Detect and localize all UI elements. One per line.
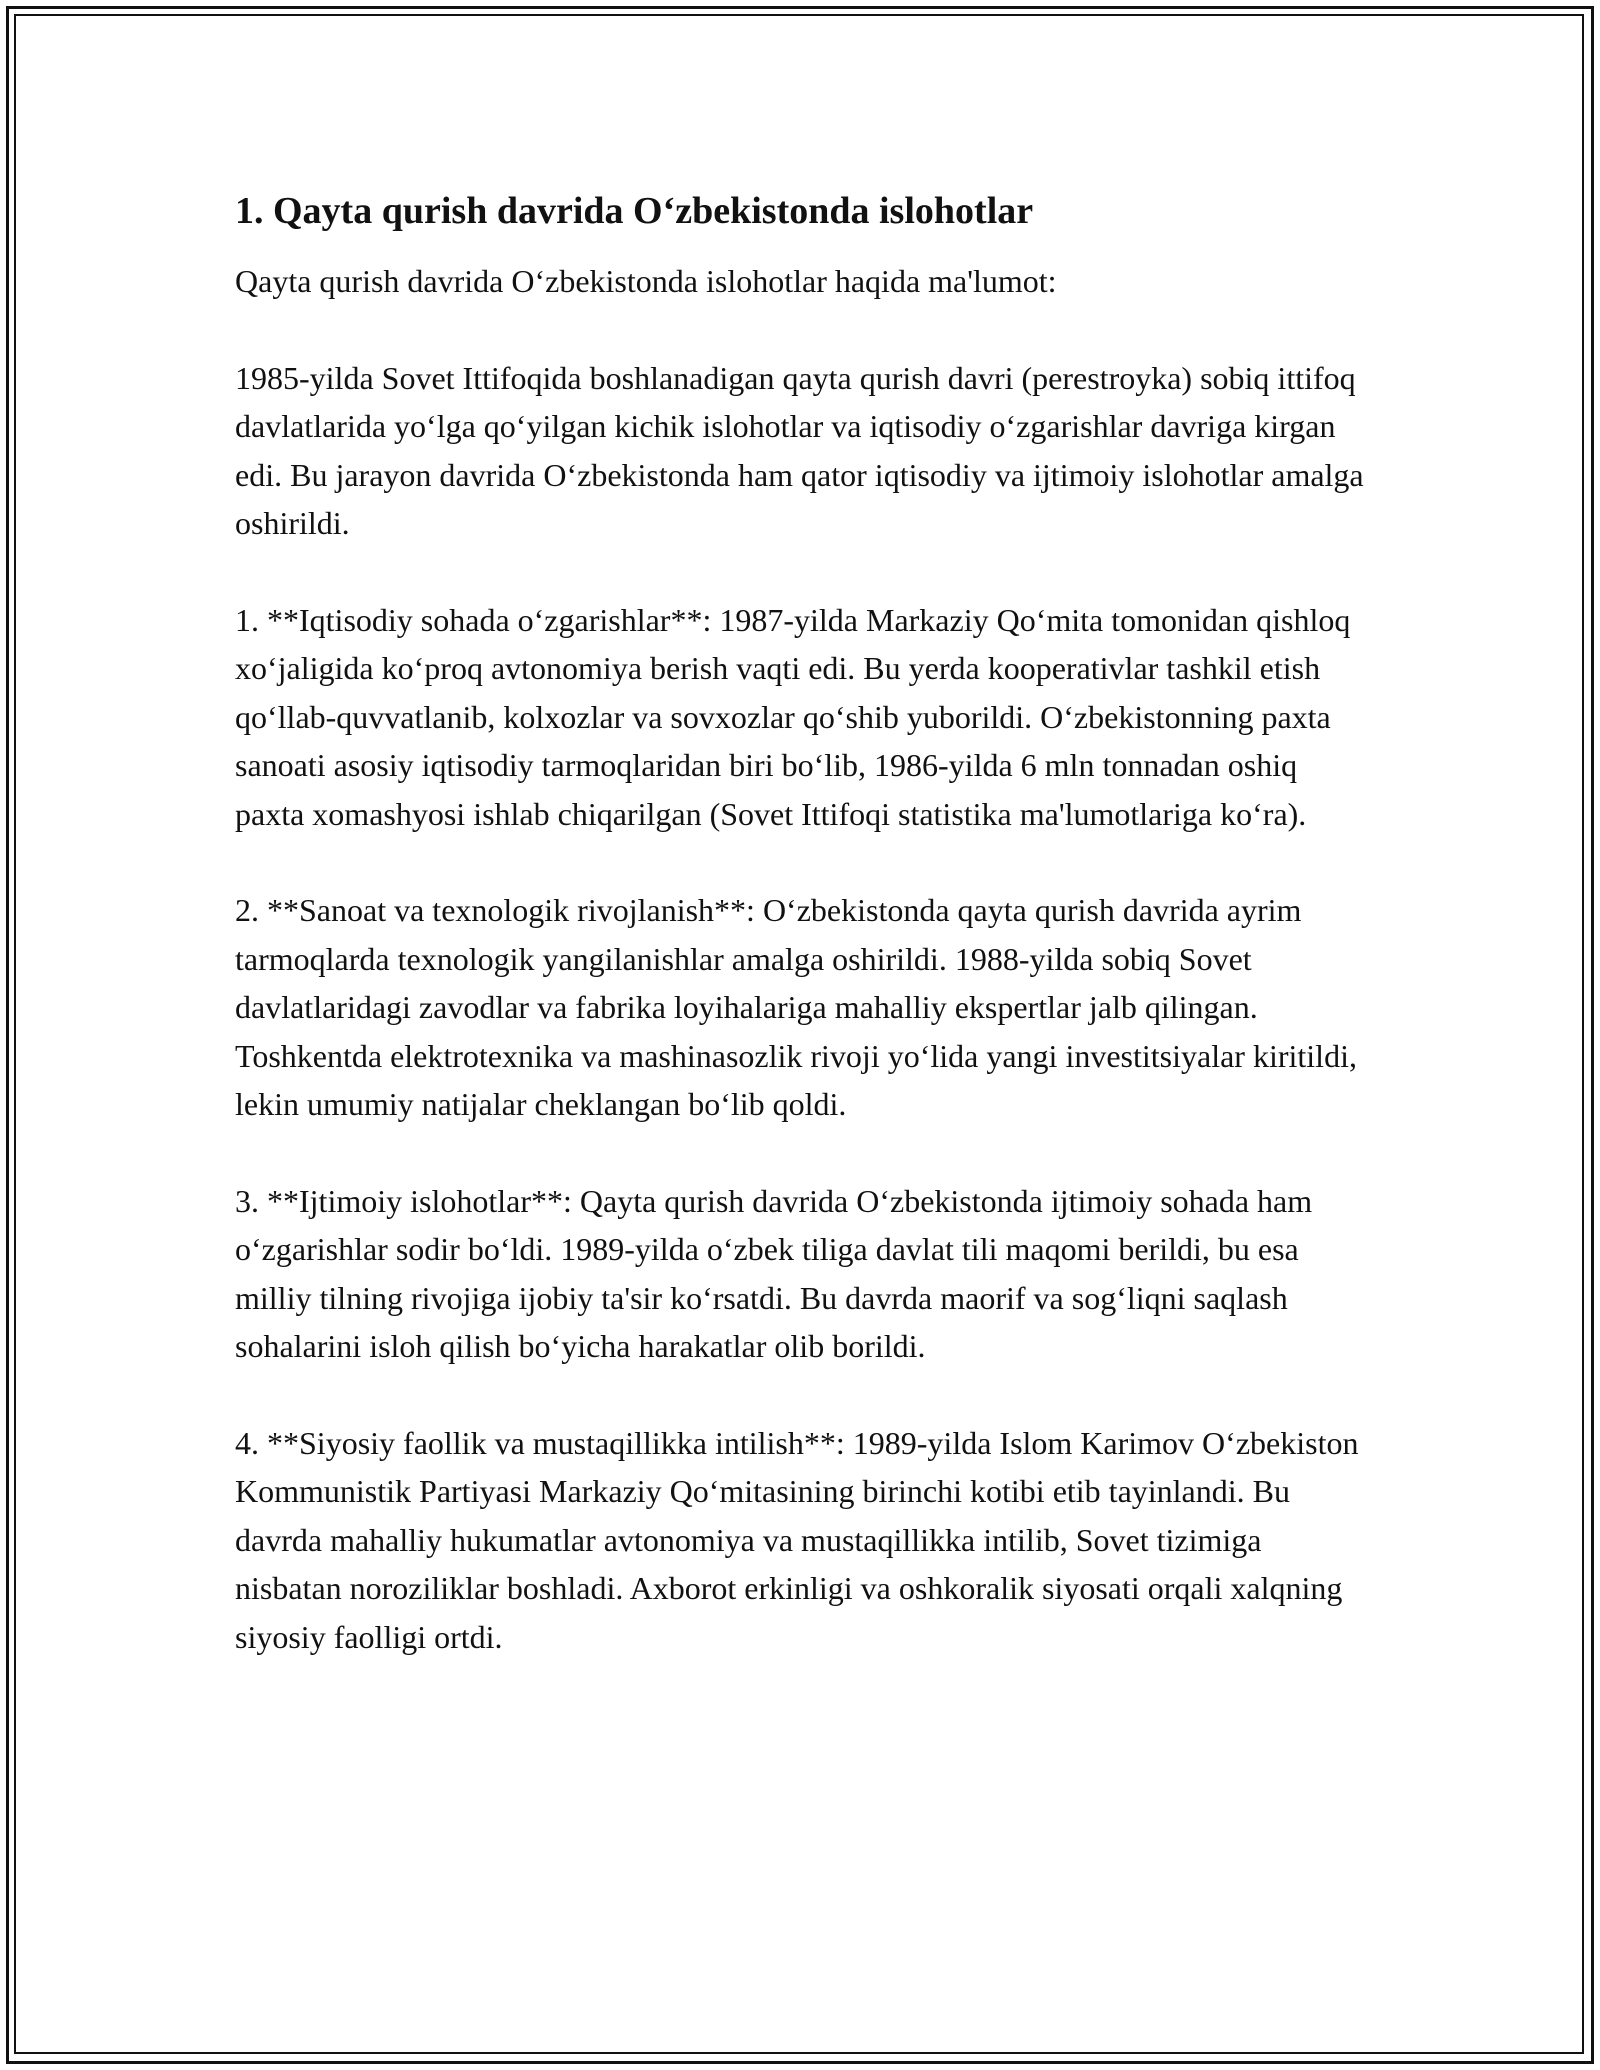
intro-paragraph: Qayta qurish davrida O‘zbekistonda islohotlar haqida ma'lumot: (235, 263, 1057, 299)
document-body (235, 186, 1365, 1661)
paragraph-overview: 1985-yilda Sovet Ittifoqida boshlanadigan qayta qurish davri (perestroyka) sobiq ittifoq davlatlarida yo‘lga qo‘yilgan kichik islohotlar va iqtisodiy o‘zgarishlar davriga kirgan edi. Bu jarayon davrida O‘zbekistonda ham qator iqtisodiy va ijtimoiy islohotlar amalga oshirildi. (235, 359, 1364, 541)
paragraph-economic-changes: 1. **Iqtisodiy sohada o‘zgarishlar**: 1987-yilda Markaziy Qo‘mita tomonidan qishloq xo‘jaligida ko‘proq avtonomiya berish vaqti edi. Bu yerda kooperativlar tashkil etish qo‘llab-quvvatlanib, kolxozlar va sovxozlar qo‘shib yuborildi. O‘zbekistonning paxta sanoati asosiy iqtisodiy tarmoqlaridan biri bo‘lib, 1986-yilda 6 mln tonnadan oshiq paxta xomashyosi ishlab chiqarilgan (Sovet Ittifoqi statistika ma'lumotlariga ko‘ra). (235, 601, 1351, 832)
paragraph-political-activity: 4. **Siyosiy faollik va mustaqillikka intilish**: 1989-yilda Islom Karimov O‘zbekiston Kommunistik Partiyasi Markaziy Qo‘mitasining birinchi kotibi etib tayinlandi. Bu davrda mahalliy hukumatlar avtonomiya va mustaqillikka intilib, Sovet tizimiga nisbatan noroziliklar boshladi. Axborot erkinligi va oshkoralik siyosati orqali xalqning siyosiy faolligi ortdi. (235, 1424, 1359, 1655)
paragraph-social-reforms: 3. **Ijtimoiy islohotlar**: Qayta qurish davrida O‘zbekistonda ijtimoiy sohada ham o‘zgarishlar sodir bo‘ldi. 1989-yilda o‘zbek tiliga davlat tili maqomi berildi, bu esa milliy tilning rivojiga ijobiy ta'sir ko‘rsatdi. Bu davrda maorif va sog‘liqni saqlash sohalarini isloh qilish bo‘yicha harakatlar olib borildi. (235, 1182, 1313, 1364)
document-title: 1. Qayta qurish davrida O‘zbekistonda islohotlar (235, 190, 1034, 232)
paragraph-industry-technology: 2. **Sanoat va texnologik rivojlanish**: O‘zbekistonda qayta qurish davrida ayrim tarmoqlarda texnologik yangilanishlar amalga oshirildi. 1988-yilda sobiq Sovet davlatlaridagi zavodlar va fabrika loyihalariga mahalliy ekspertlar jalb qilingan. Toshkentda elektrotexnika va mashinasozlik rivoji yo‘lida yangi investitsiyalar kiritildi, lekin umumiy natijalar cheklangan bo‘lib qoldi. (235, 892, 1357, 1122)
